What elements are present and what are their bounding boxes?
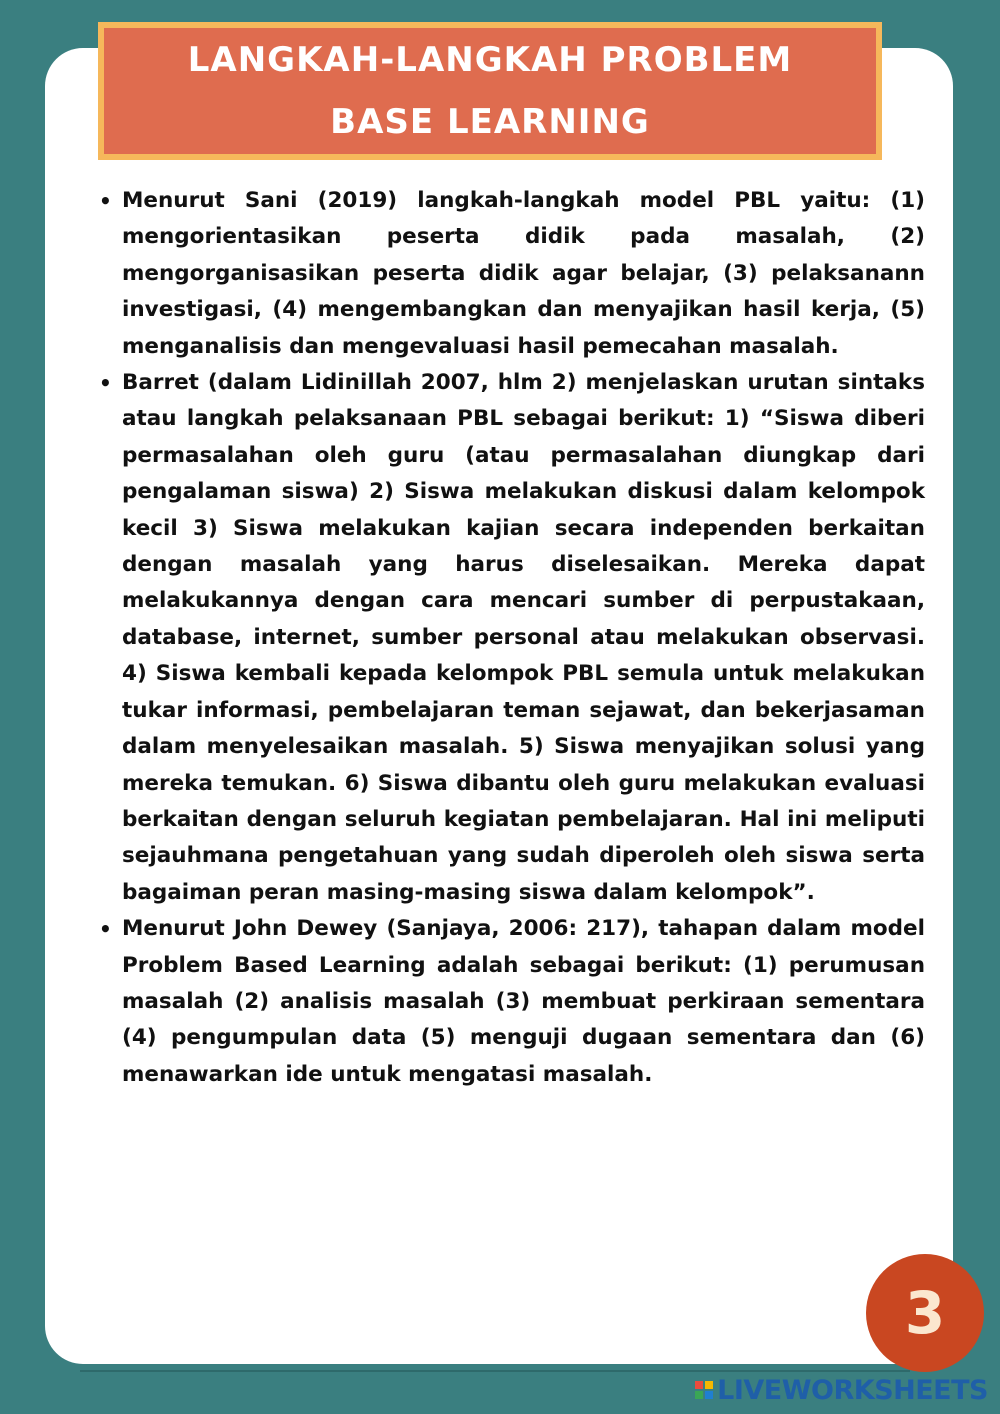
list-item: • Menurut John Dewey (Sanjaya, 2006: 217), tahapan dalam model Problem Based Learning adalah sebagai berikut: (1) perumusan masalah (2) analisis masalah (3) membuat perkiraan sementara (4) pengumpulan data (5) menguji dugaan sementara dan (6) menawarkan ide untuk mengatasi masalah. (97, 911, 925, 1093)
page-number-badge (866, 1254, 984, 1372)
bullet-list (97, 183, 925, 1093)
footer-divider (80, 1370, 910, 1372)
page-title: LANGKAH-LANGKAH PROBLEM BASE LEARNING (187, 40, 793, 142)
liveworksheets-logo-icon (695, 1381, 713, 1399)
watermark-text: LIVEWORKSHEETS (717, 1374, 988, 1406)
liveworksheets-watermark (695, 1373, 988, 1407)
title-banner (98, 22, 882, 160)
list-item: • Barret (dalam Lidinillah 2007, hlm 2) menjelaskan urutan sintaks atau langkah pelaksanaan PBL sebagai berikut: 1) “Siswa diberi permasalahan oleh guru (atau permasalahan diungkap dari pengalaman siswa) 2) Siswa melakukan diskusi dalam kelompok kecil 3) Siswa melakukan kajian secara independen berkaitan dengan masalah yang harus diselesaikan. Mereka dapat melakukannya dengan cara mencari sumber di perpustakaan, database, internet, sumber personal atau melakukan observasi. 4) Siswa kembali kepada kelompok PBL semula untuk melakukan tukar informasi, pembelajaran teman sejawat, dan bekerjasaman dalam menyelesaikan masalah. 5) Siswa menyajikan solusi yang mereka temukan. 6) Siswa dibantu oleh guru melakukan evaluasi berkaitan dengan seluruh kegiatan pembelajaran. Hal ini meliputi sejauhmana pengetahuan yang sudah diperoleh oleh siswa serta bagaiman peran masing-masing siswa dalam kelompok”. (97, 365, 925, 911)
list-item: • Menurut Sani (2019) langkah-langkah model PBL yaitu: (1) mengorientasikan peserta didik pada masalah, (2) mengorganisasikan peserta didik agar belajar, (3) pelaksanann investigasi, (4) mengembangkan dan menyajikan hasil kerja, (5) menganalisis dan mengevaluasi hasil pemecahan masalah. (97, 183, 925, 365)
page-number: 3 (904, 1279, 946, 1347)
